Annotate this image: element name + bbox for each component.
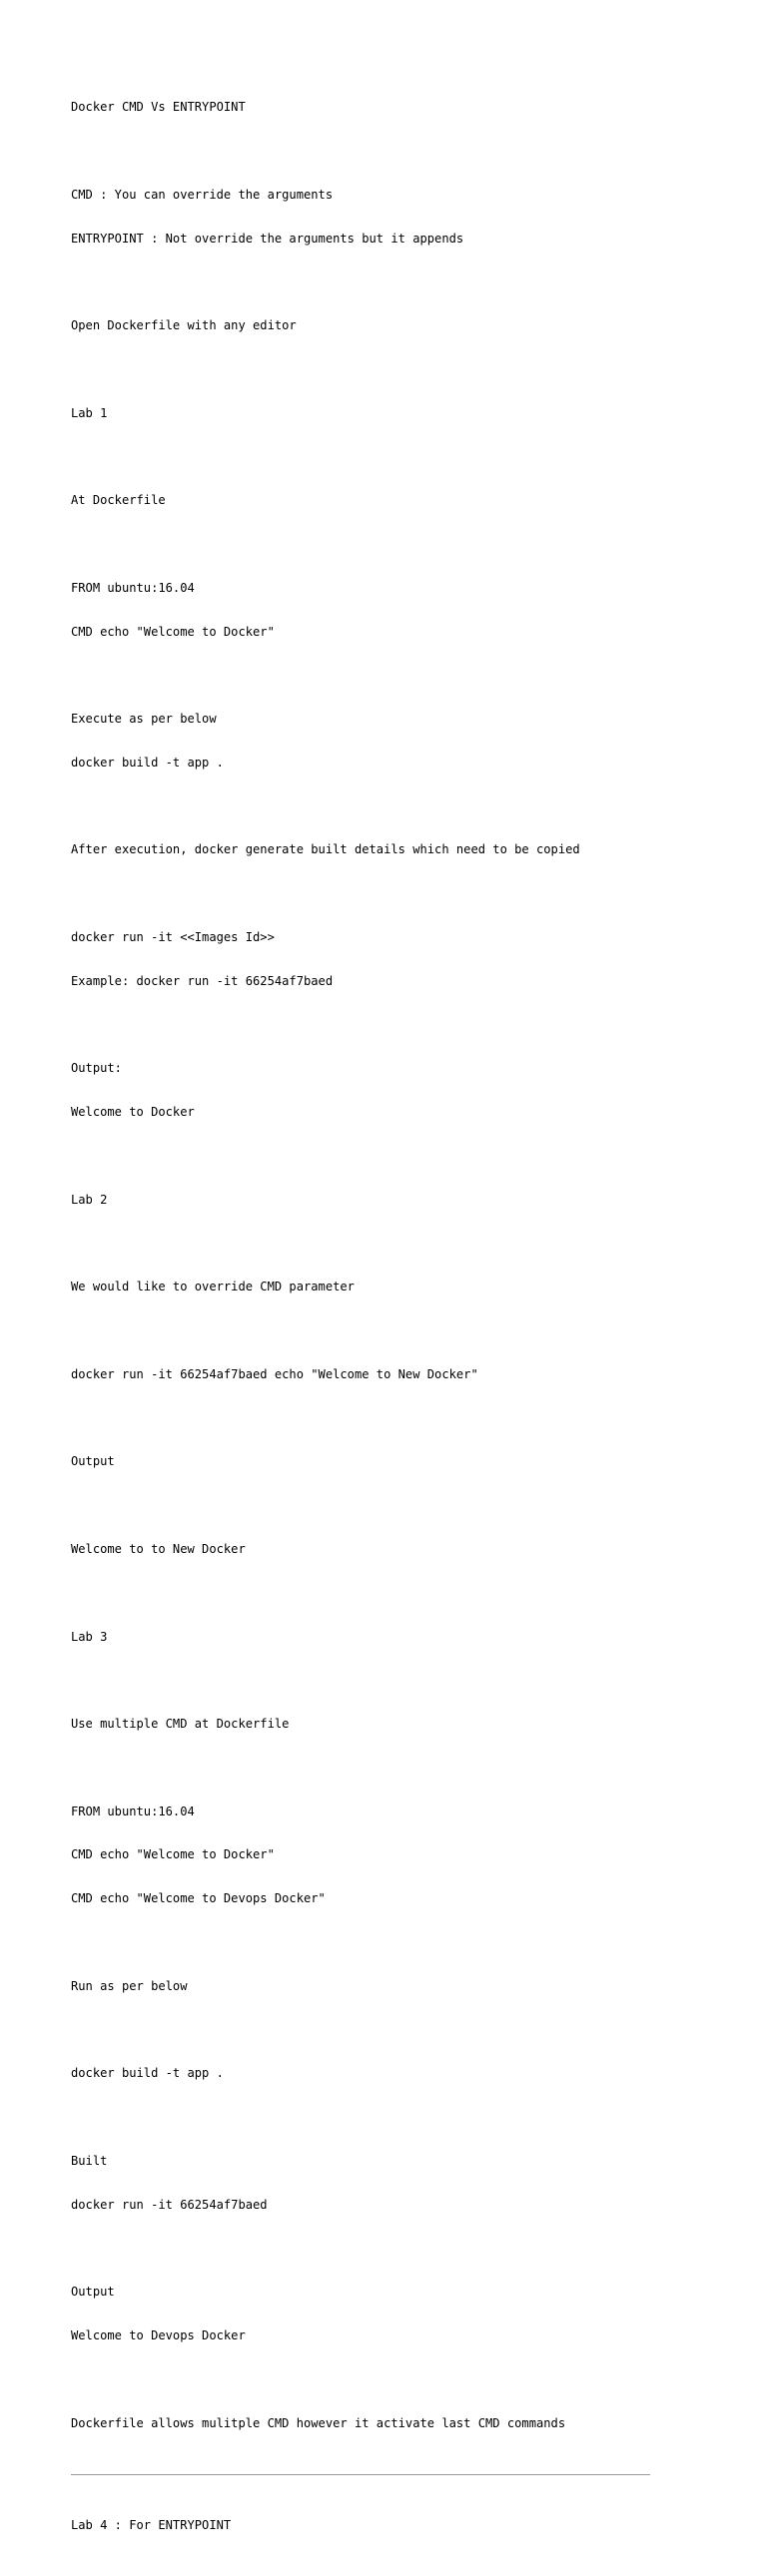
text-line: Built [71,2153,108,2168]
output-line: Welcome to Docker [71,1105,195,1120]
output-line: Welcome to Devops Docker [71,2328,246,2343]
lab-heading: Lab 3 [71,1629,108,1644]
lab-heading: Lab 1 [71,405,108,420]
text-line: Run as per below [71,1978,188,1993]
code-line: docker run -it 66254af7baed echo "Welcome to New Docker" [71,1366,478,1381]
lab-heading: Lab 2 [71,1192,108,1207]
lab4-heading [71,2489,670,2562]
lab3-dockerfile-block [71,1775,670,1935]
text-line: At Dockerfile [71,493,166,508]
lab1-at-dockerfile [71,464,670,537]
lab3-heading [71,1600,670,1673]
lab1-execute-block [71,683,670,799]
document-page [71,71,670,2576]
text-line: Execute as per below [71,712,217,727]
lab1-dockerfile-block [71,552,670,669]
lab2-heading [71,1164,670,1237]
title-line: Docker CMD Vs ENTRYPOINT [71,100,246,115]
text-line: We would like to override CMD parameter [71,1280,355,1294]
lab2-output-label [71,1425,670,1498]
code-line: FROM ubuntu:16.04 [71,580,195,595]
intro-line: CMD : You can override the arguments [71,187,334,202]
document-title [71,71,670,144]
open-note [71,289,670,362]
intro-block [71,159,670,275]
horizontal-divider [71,2474,650,2475]
lab3-built-block [71,2125,670,2242]
text-line: After execution, docker generate built details which need to be copied [71,842,580,857]
code-line: docker run -it <<Images Id>> [71,930,275,945]
code-line: CMD echo "Welcome to Docker" [71,624,275,639]
code-line: CMD echo "Welcome to Devops Docker" [71,1891,326,1906]
lab2-output [71,1513,670,1586]
lab3-output-block [71,2256,670,2372]
lab3-description [71,1688,670,1761]
code-line: docker build -t app . [71,2066,224,2081]
code-line: docker run -it 66254af7baed [71,2197,268,2212]
output-label: Output [71,1454,115,1469]
output-line: Welcome to to New Docker [71,1541,246,1556]
lab1-after-execution [71,813,670,886]
lab3-run-label [71,1950,670,2023]
lab1-output-block [71,1032,670,1149]
code-line: CMD echo "Welcome to Docker" [71,1847,275,1862]
lab2-command [71,1338,670,1411]
text-line: Dockerfile allows mulitple CMD however it activate last CMD commands [71,2415,566,2430]
lab2-description [71,1251,670,1323]
lab1-run-block [71,901,670,1018]
code-line: FROM ubuntu:16.04 [71,1803,195,1818]
lab3-note [71,2386,670,2459]
code-line: docker build -t app . [71,755,224,770]
output-label: Output [71,2285,115,2300]
lab-heading: Lab 4 : For ENTRYPOINT [71,2517,232,2532]
output-label: Output: [71,1061,122,1076]
code-line: Example: docker run -it 66254af7baed [71,973,334,988]
lab3-build-command [71,2037,670,2110]
open-note-line: Open Dockerfile with any editor [71,318,297,333]
lab1-heading [71,376,670,449]
intro-line: ENTRYPOINT : Not override the arguments but it appends [71,231,464,246]
text-line: Use multiple CMD at Dockerfile [71,1717,290,1732]
